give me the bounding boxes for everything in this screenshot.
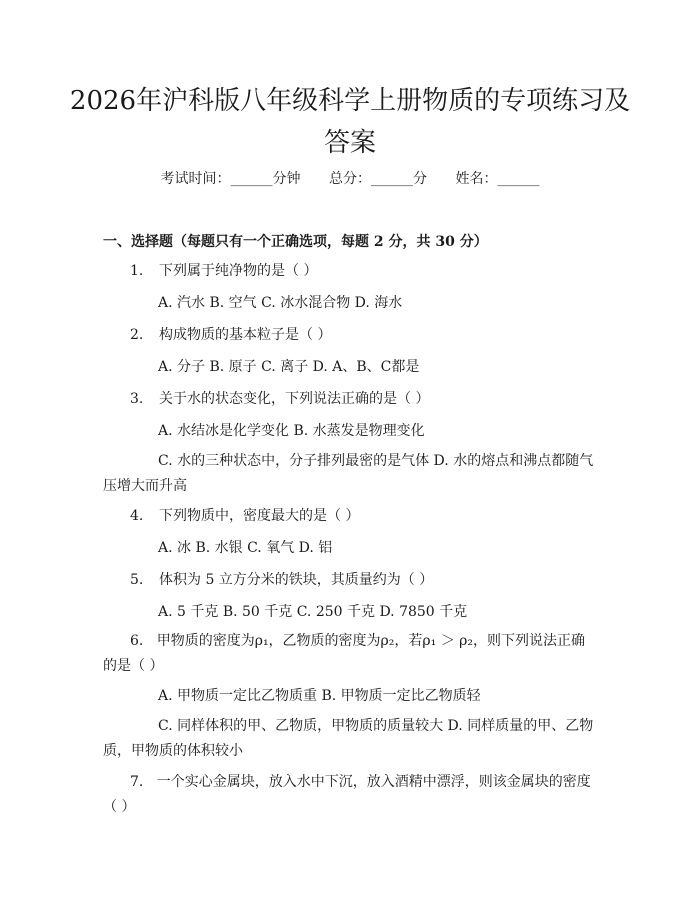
question-text: 一个实心金属块，放入水中下沉，放入酒精中漂浮，则该金属块的密度（ ） — [103, 774, 591, 815]
total-score: 总分：______分 — [329, 171, 427, 187]
question-text: 构成物质的基本粒子是（ ） — [159, 327, 332, 343]
question-6-options-a-b: A. 甲物质一定比乙物质重 B. 甲物质一定比乙物质轻 — [158, 688, 481, 704]
question-6-options-c-d: C. 同样体积的甲、乙物质，甲物质的质量较大 D. 同样质量的甲、乙物质，甲物质的体积较小 — [103, 718, 594, 759]
question-5-options: A. 5 千克 B. 50 千克 C. 250 千克 D. 7850 千克 — [158, 604, 468, 620]
question-5 — [130, 569, 433, 591]
question-text: 下列属于纯净物的是（ ） — [159, 263, 318, 279]
question-3-options-c-d: C. 水的三种状态中，分子排列最密的是气体 D. 水的熔点和沸点都随气压增大而升高 — [103, 453, 594, 494]
question-3 — [130, 388, 429, 410]
document-title: 2026年沪科版八年级科学上册物质的专项练习及答案 — [69, 86, 631, 158]
exam-meta — [0, 168, 700, 190]
section-heading: 一、选择题（每题只有一个正确选项，每题 2 分，共 30 分） — [103, 234, 488, 250]
exam-time: 考试时间：______分钟 — [160, 171, 301, 187]
question-number: 4. — [130, 508, 144, 524]
question-text: 体积为 5 立方分米的铁块，其质量约为（ ） — [159, 572, 434, 588]
question-number: 1. — [130, 263, 144, 279]
question-3-options-a-b: A. 水结冰是化学变化 B. 水蒸发是物理变化 — [158, 423, 425, 439]
question-text: 下列物质中，密度最大的是（ ） — [159, 508, 360, 524]
question-number: 6. — [130, 633, 144, 649]
question-number: 3. — [130, 391, 144, 407]
question-7 — [103, 770, 598, 820]
question-number: 2. — [130, 327, 144, 343]
question-6 — [103, 629, 598, 679]
question-text: 关于水的状态变化，下列说法正确的是（ ） — [159, 391, 430, 407]
question-1 — [130, 260, 317, 282]
question-number: 7. — [130, 774, 144, 790]
question-4-options: A. 冰 B. 水银 C. 氧气 D. 铝 — [158, 540, 333, 556]
question-2 — [130, 324, 331, 346]
question-1-options: A. 汽水 B. 空气 C. 冰水混合物 D. 海水 — [158, 295, 403, 311]
student-name: 姓名：______ — [455, 171, 540, 187]
question-4 — [130, 505, 359, 527]
question-2-options: A. 分子 B. 原子 C. 离子 D. A、B、C都是 — [158, 359, 420, 375]
question-text: 甲物质的密度为ρ₁，乙物质的密度为ρ₂，若ρ₁ ＞ ρ₂，则下列说法正确的是（ ） — [103, 633, 585, 674]
question-number: 5. — [130, 572, 144, 588]
